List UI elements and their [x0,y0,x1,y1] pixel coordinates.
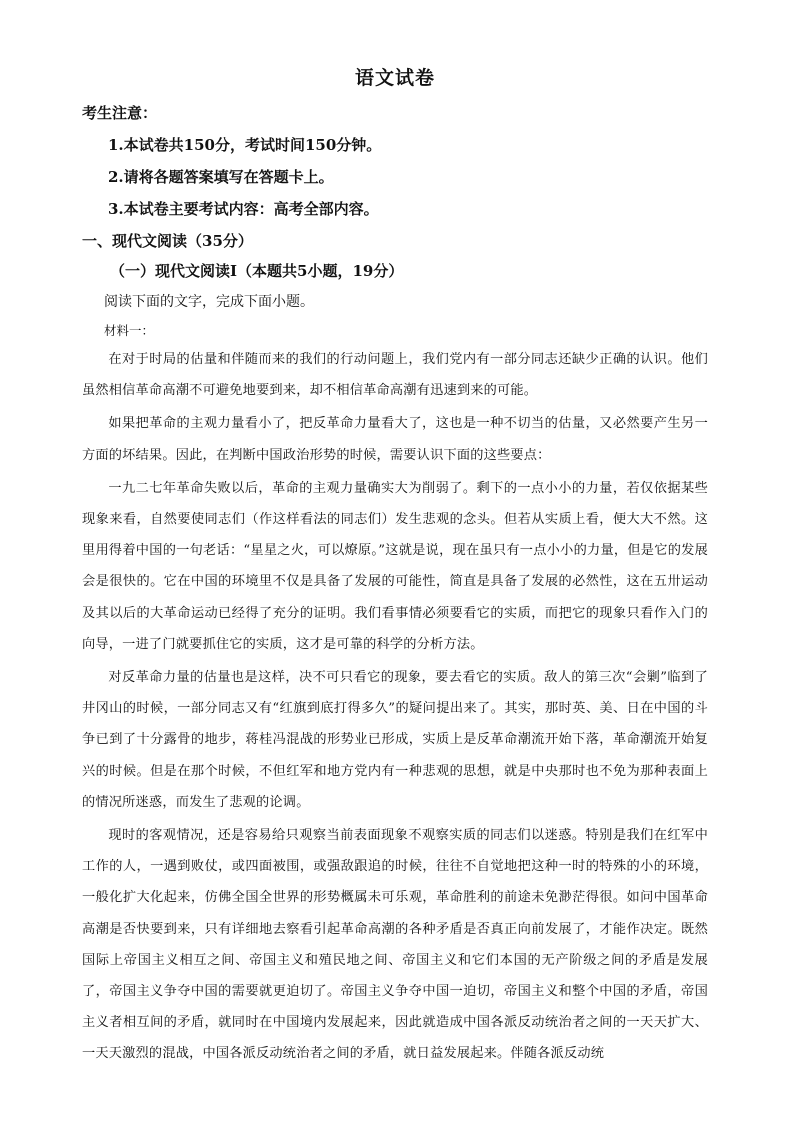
material-label: 材料一： [104,323,155,338]
paragraph-2: 如果把革命的主观力量看小了，把反革命力量看大了，这也是一种不切当的估量，又必然要产生另一方面的坏结果。因此，在判断中国政治形势的时候，需要认识下面的这些要点： [82,416,708,463]
paragraph-3: 一九二七年革命失败以后，革命的主观力量确实大为削弱了。剩下的一点小小的力量，若仅依据某些现象来看，自然要使同志们（作这样看法的同志们）发生悲观的念头。但若从实质上看，便大大不然。这里用得着中国的一句老话：“星星之火，可以燎原。”这就是说，现在虽只有一点小小的力量，但是它的发展会是很快的。它在中国的环境里不仅是具备了发展的可能性，简直是具备了发展的必然性，这在五卅运动及其以后的大革命运动已经得了充分的证明。我们看事情必须要看它的实质，而把它的现象只看作入门的向导，一进了门就要抓住它的实质，这才是可靠的科学的分析方法。 [82,480,708,652]
paragraph-5: 现时的客观情况，还是容易给只观察当前表面现象不观察实质的同志们以迷惑。特别是我们在红军中工作的人，一遇到败仗，或四面被围，或强敌跟追的时候，往往不自觉地把这种一时的特殊的小的环境，一般化扩大化起来，仿佛全国全世界的形势概属未可乐观，革命胜利的前途未免渺茫得很。如问中国革命高潮是否快要到来，只有详细地去察看引起革命高潮的各种矛盾是否真正向前发展了，才能作决定。既然国际上帝国主义相互之间、帝国主义和殖民地之间、帝国主义和它们本国的无产阶级之间的矛盾是发展了，帝国主义争夺中国的需要就更迫切了。帝国主义争夺中国一迫切，帝国主义和整个中国的矛盾，帝国主义者相互间的矛盾，就同时在中国境内发展起来，因此就造成中国各派反动统治者之间的一天天扩大、一天天激烈的混战，中国各派反动统治者之间的矛盾，就日益发展起来。伴随各派反动统 [82,828,708,1062]
notice-heading: 考生注意： [82,104,158,122]
paragraph-4: 对反革命力量的估量也是这样，决不可只看它的现象，要去看它的实质。敌人的第三次“会剿”临到了井冈山的时候，一部分同志又有“红旗到底打得多久”的疑问提出来了。其实，那时英、美、日在中国的斗争已到了十分露骨的地步，蒋桂冯混战的形势业已形成，实质上是反革命潮流开始下落，革命潮流开始复兴的时候。但是在那个时候，不但红军和地方党内有一种悲观的思想，就是中央那时也不免为那种表面上的情况所迷惑，而发生了悲观的论调。 [82,670,708,810]
notice-item-1: 1.本试卷共150分，考试时间150分钟。 [108,136,382,154]
notice-item-3: 3.本试卷主要考试内容：高考全部内容。 [108,200,379,218]
notice-item-2: 2.请将各题答案填写在答题卡上。 [108,168,334,186]
section-title: 一、现代文阅读（35分） [82,232,253,250]
paragraph-1: 在对于时局的估量和伴随而来的我们的行动问题上，我们党内有一部分同志还缺少正确的认识。他们虽然相信革命高潮不可避免地要到来，却不相信革命高潮有迅速到来的可能。 [82,352,708,399]
exam-title: 语文试卷 [354,67,435,89]
reading-instruction: 阅读下面的文字，完成下面小题。 [104,294,314,310]
subsection-title: （一）现代文阅读Ⅰ（本题共5小题，19分） [110,262,404,280]
